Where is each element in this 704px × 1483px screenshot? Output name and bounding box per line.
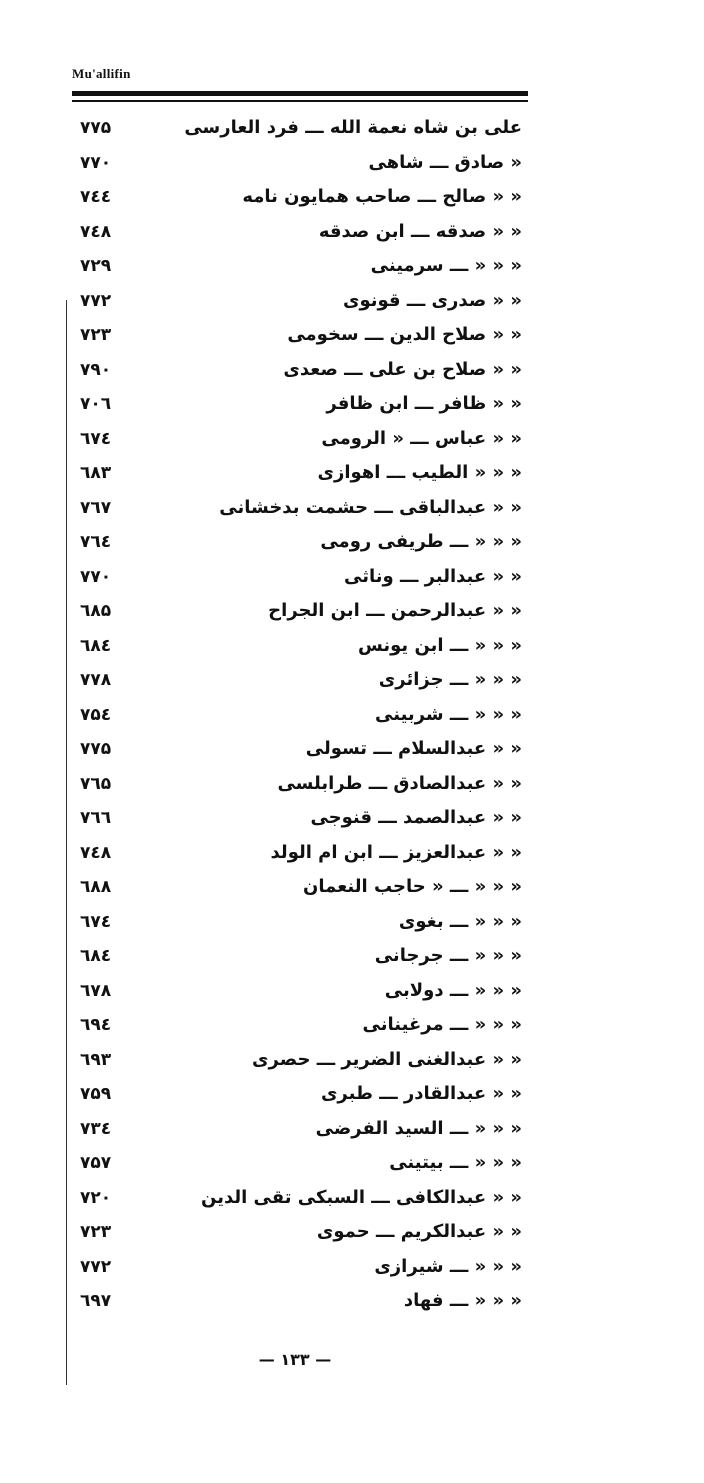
- index-entry: [72, 1045, 522, 1080]
- entry-page-number: ٦۷٤: [80, 911, 112, 932]
- entry-page-number: ۷۷۰: [80, 566, 112, 587]
- entry-page-number: ۷۷۲: [80, 1256, 112, 1277]
- entry-page-number: ۷۵٤: [80, 704, 112, 725]
- index-list: [72, 113, 522, 1321]
- index-entry: [72, 941, 522, 976]
- index-entry: [72, 217, 522, 252]
- entry-page-number: ٦۸٤: [80, 635, 112, 656]
- entry-name: « « صدری ـــ قونوی: [342, 289, 522, 311]
- index-entry: [72, 1286, 522, 1321]
- entry-page-number: ۷۲۳: [80, 325, 112, 345]
- index-entry: [72, 148, 522, 183]
- index-entry: [72, 872, 522, 907]
- entry-name: « « عبدالغنی الضریر ـــ حصری: [252, 1048, 522, 1070]
- index-entry: [72, 251, 522, 286]
- entry-name: « صادق ـــ شاهی: [368, 151, 522, 173]
- entry-name: « « صلاح الدین ـــ سخومی: [287, 324, 522, 345]
- entry-page-number: ۷۹۰: [80, 359, 112, 380]
- entry-name: « « عبدالباقی ـــ حشمت بدخشانی: [219, 496, 522, 518]
- header-rule-thick: [72, 91, 528, 96]
- entry-name: « « « ـــ طریفی رومی: [320, 531, 522, 552]
- entry-name: « « عبدالصمد ـــ قنوجی: [310, 807, 522, 828]
- entry-name: « « « ـــ جرجانی: [374, 945, 522, 966]
- entry-page-number: ٦۹٤: [80, 1015, 112, 1035]
- entry-page-number: ۷۷۵: [80, 118, 112, 138]
- entry-name: « « « ـــ جزائری: [378, 669, 522, 690]
- entry-page-number: ٦۷۸: [80, 980, 112, 1001]
- entry-name: « « « ـــ شربینی: [375, 703, 522, 725]
- entry-page-number: ۷۳٤: [80, 1118, 112, 1139]
- entry-page-number: ۷٦٦: [80, 808, 112, 828]
- index-entry: [72, 1079, 522, 1114]
- index-entry: [72, 838, 522, 873]
- index-entry: [72, 1148, 522, 1183]
- entry-page-number: ٦۸٤: [80, 946, 112, 966]
- entry-page-number: ۷۲۳: [80, 1222, 112, 1242]
- entry-name: « « « ـــ دولابی: [384, 979, 522, 1001]
- entry-page-number: ۷۷۸: [80, 670, 112, 690]
- index-entry: [72, 700, 522, 735]
- index-entry: [72, 458, 522, 493]
- entry-page-number: ۷۰٦: [80, 394, 112, 414]
- index-entry: [72, 907, 522, 942]
- entry-name: « « عباس ـــ « الرومی: [321, 427, 522, 449]
- entry-name: « « « ـــ شیرازی: [374, 1255, 522, 1277]
- index-entry: [72, 803, 522, 838]
- index-entry: [72, 1010, 522, 1045]
- entry-name: « « « ـــ « حاجب النعمان: [303, 876, 522, 897]
- entry-name: « « « ـــ بیتینی: [389, 1152, 522, 1173]
- entry-name: علی بن شاه نعمة الله ـــ فرد العارسی: [184, 117, 522, 138]
- running-header: Mu'allifin: [72, 66, 131, 81]
- entry-page-number: ۷۷۲: [80, 290, 112, 311]
- entry-page-number: ۷٤۸: [80, 842, 112, 863]
- index-entry: [72, 113, 522, 148]
- entry-name: « « صالح ـــ صاحب همایون نامه: [242, 186, 522, 207]
- entry-name: « « ظافر ـــ ابن ظافر: [326, 393, 522, 414]
- entry-page-number: ٦۸۵: [80, 601, 112, 621]
- margin-line: [66, 300, 67, 1385]
- entry-page-number: ۷۷۵: [80, 739, 112, 759]
- index-entry: [72, 1252, 522, 1287]
- index-entry: [72, 631, 522, 666]
- index-entry: [72, 320, 522, 355]
- index-entry: [72, 527, 522, 562]
- entry-page-number: ٦۷٤: [80, 428, 112, 449]
- index-entry: [72, 389, 522, 424]
- entry-page-number: ٦۸۸: [80, 877, 112, 897]
- entry-name: « « « ـــ سرمینی: [370, 255, 522, 276]
- entry-page-number: ٦۹۷: [80, 1291, 112, 1311]
- index-entry: [72, 596, 522, 631]
- entry-name: « « « ـــ بغوی: [398, 910, 522, 932]
- index-entry: [72, 424, 522, 459]
- entry-name: « « عبدالکافی ـــ السبکی تقی الدین: [201, 1186, 522, 1208]
- entry-name: « « « الطیب ـــ اهوازی: [317, 462, 522, 483]
- entry-name: « « عبدالکریم ـــ حموی: [316, 1221, 522, 1242]
- entry-name: « « صلاح بن علی ـــ صعدی: [283, 358, 522, 380]
- entry-name: « « « ـــ فهاد: [403, 1290, 522, 1311]
- entry-page-number: ۷٤٤: [80, 187, 112, 207]
- entry-name: « « « ـــ مرغینانی: [362, 1014, 522, 1035]
- entry-name: « « صدقه ـــ ابن صدقه: [318, 220, 522, 242]
- entry-page-number: ۷۲۹: [80, 256, 112, 276]
- index-entry: [72, 355, 522, 390]
- entry-name: « « عبدالعزیز ـــ ابن ام الولد: [270, 841, 522, 863]
- entry-name: « « عبدالقادر ـــ طبری: [320, 1083, 522, 1104]
- entry-name: « « « ـــ السید الفرضی: [315, 1117, 522, 1139]
- entry-page-number: ٦۹۳: [80, 1049, 112, 1070]
- index-entry: [72, 1114, 522, 1149]
- entry-page-number: ۷٤۸: [80, 221, 112, 242]
- index-entry: [72, 1183, 522, 1218]
- entry-page-number: ۷۷۰: [80, 152, 112, 173]
- index-entry: [72, 734, 522, 769]
- entry-name: « « عبدالرحمن ـــ ابن الجراح: [268, 600, 522, 621]
- entry-name: « « عبدالسلام ـــ تسولی: [305, 738, 522, 759]
- entry-name: « « عبدالصادق ـــ طرابلسی: [277, 772, 522, 794]
- index-entry: [72, 1217, 522, 1252]
- index-entry: [72, 286, 522, 321]
- index-entry: [72, 976, 522, 1011]
- page-number: — ۱۳۳ —: [258, 1350, 332, 1369]
- index-entry: [72, 493, 522, 528]
- entry-page-number: ۷٦۵: [80, 773, 112, 794]
- entry-page-number: ٦۸۳: [80, 463, 112, 483]
- entry-page-number: ۷۵۹: [80, 1084, 112, 1104]
- index-entry: [72, 769, 522, 804]
- header-rule-thin: [72, 100, 528, 102]
- entry-page-number: ۷۵۷: [80, 1153, 112, 1173]
- index-entry: [72, 562, 522, 597]
- entry-page-number: ۷٦٤: [80, 532, 112, 552]
- entry-page-number: ۷٦۷: [80, 497, 112, 518]
- entry-page-number: ۷۲۰: [80, 1187, 112, 1208]
- index-entry: [72, 665, 522, 700]
- entry-name: « « عبدالبر ـــ وناثی: [344, 565, 522, 587]
- index-entry: [72, 182, 522, 217]
- entry-name: « « « ـــ ابن یونس: [357, 634, 522, 656]
